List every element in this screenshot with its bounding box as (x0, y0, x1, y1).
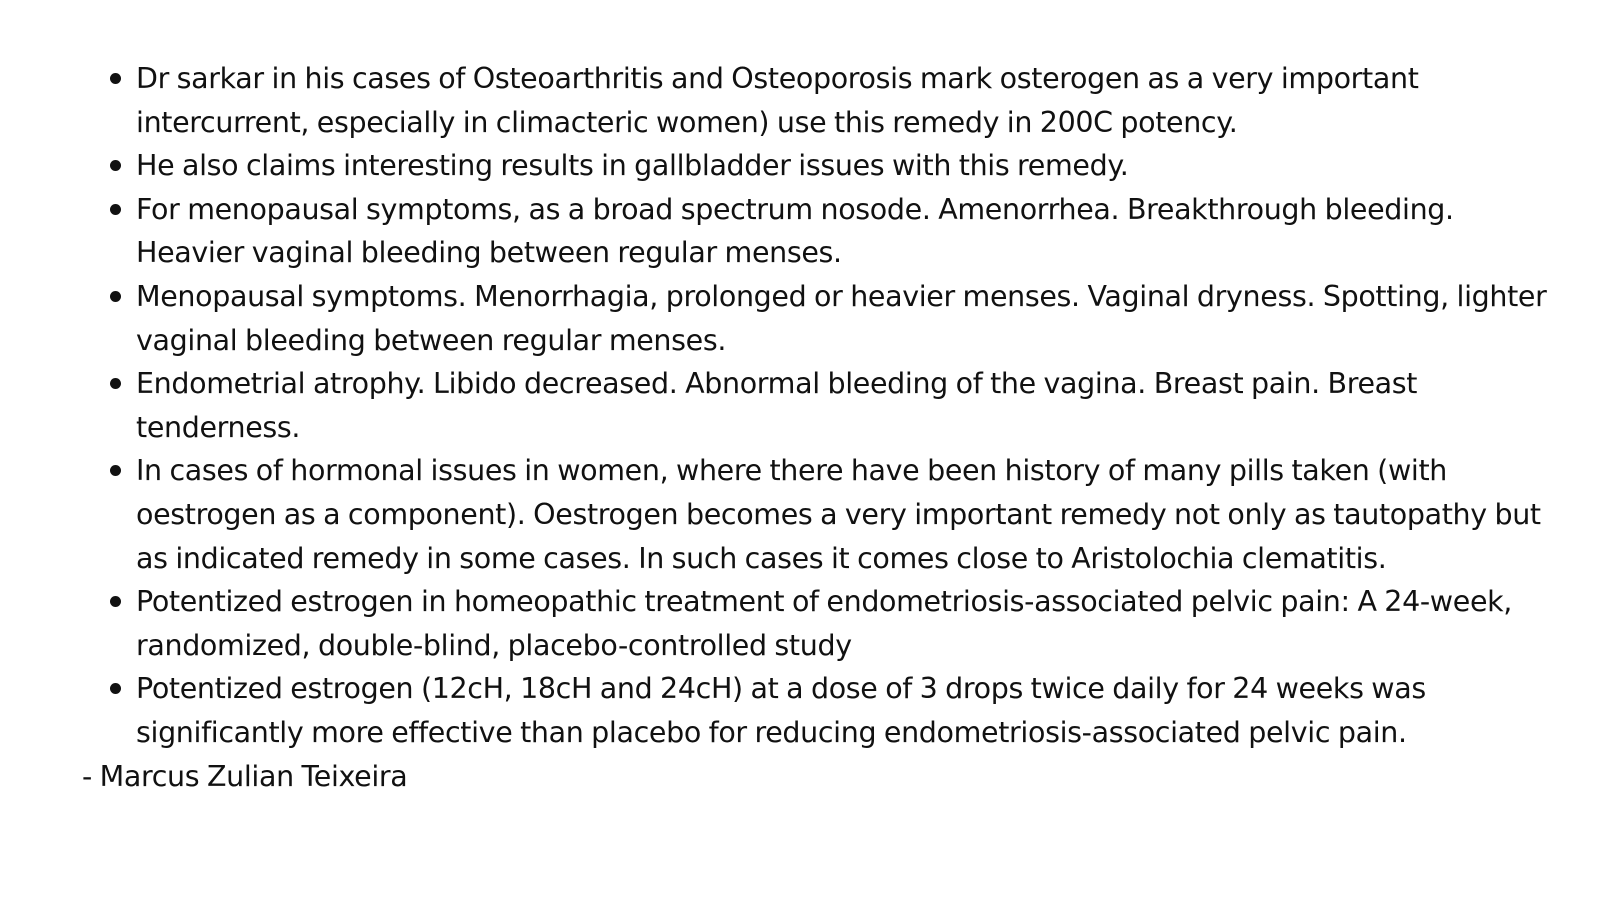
bullet-icon (110, 683, 121, 694)
list-item-text: For menopausal symptoms, as a broad spectrum nosode. Amenorrhea. Breakthrough bleeding. Heavier vaginal bleeding between regular menses. (136, 192, 1454, 270)
list-item (110, 275, 1562, 362)
list-item (110, 362, 1562, 449)
bullet-icon (110, 465, 121, 476)
list-item-text: Dr sarkar in his cases of Osteoarthritis and Osteoporosis mark osterogen as a very important intercurrent, especially in climacteric women) use this remedy in 200C potency. (136, 62, 1419, 139)
list-item-text: He also claims interesting results in gallbladder issues with this remedy. (136, 149, 1129, 183)
list-item (110, 188, 1562, 275)
list-item (110, 57, 1562, 144)
bullet-icon (110, 596, 121, 607)
list-item (110, 580, 1562, 667)
bullet-icon (110, 378, 121, 389)
bullet-icon (110, 291, 121, 302)
bullet-icon (110, 160, 121, 171)
list-item-text: Menopausal symptoms. Menorrhagia, prolonged or heavier menses. Vaginal dryness. Spotting, lighter vaginal bleeding between regular menses. (136, 279, 1547, 357)
list-item-text: Endometrial atrophy. Libido decreased. Abnormal bleeding of the vagina. Breast pain. Breast tenderness. (136, 367, 1418, 444)
list-item (110, 667, 1562, 754)
list-item-text: In cases of hormonal issues in women, where there have been history of many pills taken (with oestrogen as a component). Oestrogen becomes a very important remedy not only as tautopathy but as indicated remedy in some cases. In such cases it comes close to Aristolochia clematitis. (136, 454, 1541, 575)
attribution: - Marcus Zulian Teixeira (82, 759, 408, 793)
bullet-list (82, 57, 1562, 755)
list-item (110, 144, 1562, 188)
bullet-icon (110, 73, 121, 84)
document-body (82, 57, 1562, 798)
bullet-icon (110, 204, 121, 215)
list-item-text: Potentized estrogen (12cH, 18cH and 24cH) at a dose of 3 drops twice daily for 24 weeks was significantly more effective than placebo for reducing endometriosis-associated pelvic pain. (136, 672, 1426, 749)
list-item (110, 449, 1562, 580)
list-item-text: Potentized estrogen in homeopathic treatment of endometriosis-associated pelvic pain: A 24-week, randomized, double-blind, placebo-controlled study (136, 585, 1513, 662)
